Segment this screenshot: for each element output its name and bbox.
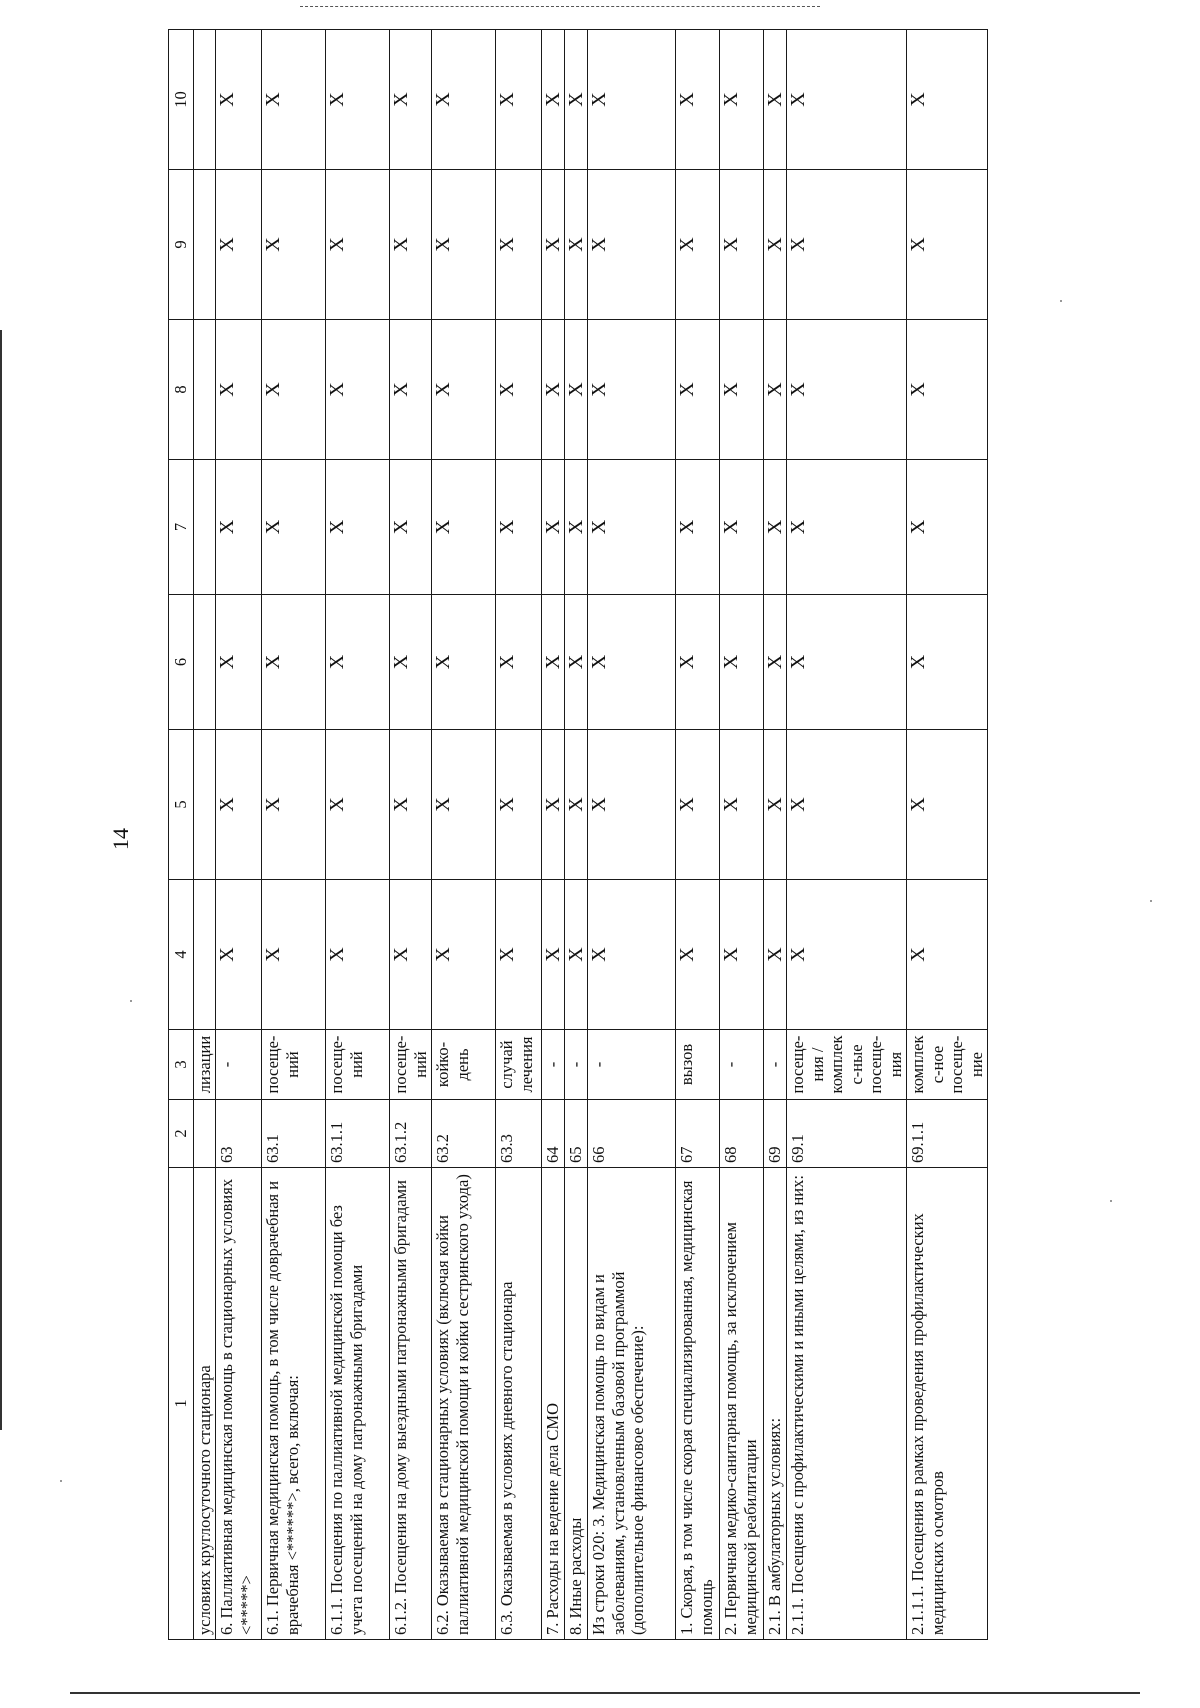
value-cell: X	[216, 880, 262, 1030]
value-cell: X	[787, 170, 907, 320]
row-label: 6.1.1. Посещения по паллиативной медицинской помощи без учета посещений на дому патронажными бригадами	[326, 1168, 390, 1640]
row-unit: лизации	[194, 1030, 216, 1100]
table-row	[764, 30, 787, 1640]
table-row	[542, 30, 565, 1640]
row-unit: -	[542, 1030, 565, 1100]
row-code: 66	[588, 1100, 676, 1168]
value-cell: X	[907, 170, 988, 320]
value-cell: X	[588, 880, 676, 1030]
row-code: 69.1	[787, 1100, 907, 1168]
value-cell: X	[542, 320, 565, 460]
value-cell: X	[907, 595, 988, 730]
value-cell: X	[676, 320, 720, 460]
row-code: 63.2	[432, 1100, 496, 1168]
value-cell: X	[588, 595, 676, 730]
value-cell	[194, 320, 216, 460]
row-unit: случай лечения	[496, 1030, 542, 1100]
table-row	[496, 30, 542, 1640]
value-cell: X	[720, 170, 764, 320]
col-header: 10	[169, 30, 194, 170]
value-cell	[194, 880, 216, 1030]
value-cell: X	[565, 460, 588, 595]
value-cell	[194, 170, 216, 320]
row-unit: -	[565, 1030, 588, 1100]
value-cell: X	[496, 320, 542, 460]
value-cell: X	[720, 730, 764, 880]
value-cell: X	[787, 320, 907, 460]
col-header: 9	[169, 170, 194, 320]
value-cell: X	[496, 30, 542, 170]
row-code: 69.1.1	[907, 1100, 988, 1168]
value-cell: X	[390, 320, 432, 460]
row-label: 6.1.2. Посещения на дому выездными патронажными бригадами	[390, 1168, 432, 1640]
row-label: 6.2. Оказываемая в стационарных условиях (включая койки паллиативной медицинской помощи и койки сестринского ухода)	[432, 1168, 496, 1640]
value-cell: X	[432, 730, 496, 880]
value-cell: X	[676, 595, 720, 730]
value-cell: X	[326, 170, 390, 320]
row-label: 1. Скорая, в том числе скорая специализированная, медицинская помощь	[676, 1168, 720, 1640]
value-cell: X	[262, 30, 326, 170]
value-cell	[194, 595, 216, 730]
table-row	[588, 30, 676, 1640]
value-cell: X	[787, 880, 907, 1030]
value-cell: X	[496, 730, 542, 880]
page-number: 14	[108, 828, 133, 850]
table-row	[432, 30, 496, 1640]
value-cell: X	[787, 30, 907, 170]
col-header: 8	[169, 320, 194, 460]
row-unit: комплекс-ное посеще-ние	[907, 1030, 988, 1100]
row-code: 68	[720, 1100, 764, 1168]
value-cell: X	[216, 460, 262, 595]
value-cell: X	[432, 30, 496, 170]
value-cell: X	[432, 880, 496, 1030]
row-unit: -	[216, 1030, 262, 1100]
row-label: условиях круглосуточного стационара	[194, 1168, 216, 1640]
header-row	[169, 30, 194, 1640]
row-label: Из строки 020: 3. Медицинская помощь по видам и заболеваниям, установленным базовой программой (дополнительное финансовое обеспечение):	[588, 1168, 676, 1640]
value-cell: X	[764, 320, 787, 460]
value-cell: X	[326, 880, 390, 1030]
table-row	[676, 30, 720, 1640]
value-cell: X	[496, 460, 542, 595]
value-cell: X	[676, 30, 720, 170]
value-cell: X	[565, 730, 588, 880]
top-scan-mark	[300, 6, 820, 7]
value-cell: X	[326, 460, 390, 595]
row-label: 6.3. Оказываемая в условиях дневного стационара	[496, 1168, 542, 1640]
value-cell: X	[588, 460, 676, 595]
value-cell: X	[262, 170, 326, 320]
value-cell: X	[216, 170, 262, 320]
row-code: 64	[542, 1100, 565, 1168]
value-cell: X	[262, 320, 326, 460]
value-cell: X	[432, 170, 496, 320]
value-cell: X	[432, 595, 496, 730]
row-label: 7. Расходы на ведение дела СМО	[542, 1168, 565, 1640]
value-cell: X	[432, 320, 496, 460]
row-unit: -	[764, 1030, 787, 1100]
value-cell: X	[588, 30, 676, 170]
bottom-scan-edge	[70, 1692, 1140, 1694]
left-margin-rule	[0, 330, 2, 1430]
value-cell: X	[262, 595, 326, 730]
value-cell: X	[542, 595, 565, 730]
row-code: 65	[565, 1100, 588, 1168]
value-cell: X	[565, 30, 588, 170]
row-code: 63.1.1	[326, 1100, 390, 1168]
value-cell: X	[720, 880, 764, 1030]
value-cell: X	[542, 460, 565, 595]
row-label: 2.1.1. Посещения с профилактическими и иными целями, из них:	[787, 1168, 907, 1640]
table-row	[907, 30, 988, 1640]
row-unit: посеще-ний	[326, 1030, 390, 1100]
value-cell: X	[676, 880, 720, 1030]
value-cell: X	[432, 460, 496, 595]
value-cell: X	[542, 30, 565, 170]
value-cell: X	[216, 595, 262, 730]
row-label: 2. Первичная медико-санитарная помощь, за исключением медицинской реабилитации	[720, 1168, 764, 1640]
value-cell: X	[764, 880, 787, 1030]
value-cell: X	[262, 460, 326, 595]
value-cell: X	[764, 30, 787, 170]
value-cell: X	[390, 730, 432, 880]
value-cell: X	[326, 320, 390, 460]
value-cell: X	[496, 170, 542, 320]
rotated-table-frame	[168, 30, 1076, 1640]
value-cell: X	[764, 595, 787, 730]
table-row	[720, 30, 764, 1640]
value-cell: X	[496, 595, 542, 730]
table-row	[787, 30, 907, 1640]
col-header: 1	[169, 1168, 194, 1640]
value-cell: X	[907, 460, 988, 595]
value-cell: X	[542, 880, 565, 1030]
row-label: 2.1. В амбулаторных условиях:	[764, 1168, 787, 1640]
value-cell: X	[787, 595, 907, 730]
row-code: 69	[764, 1100, 787, 1168]
row-label: 6.1. Первичная медицинская помощь, в том числе доврачебная и врачебная <******>, всего, включая:	[262, 1168, 326, 1640]
row-unit: посеще-ний	[390, 1030, 432, 1100]
value-cell: X	[262, 730, 326, 880]
row-code: 63.1.2	[390, 1100, 432, 1168]
col-header: 3	[169, 1030, 194, 1100]
value-cell: X	[588, 170, 676, 320]
value-cell	[194, 30, 216, 170]
value-cell: X	[720, 460, 764, 595]
value-cell: X	[542, 730, 565, 880]
value-cell: X	[676, 170, 720, 320]
value-cell: X	[720, 30, 764, 170]
table-row	[194, 30, 216, 1640]
value-cell: X	[390, 30, 432, 170]
row-code	[194, 1100, 216, 1168]
value-cell: X	[262, 880, 326, 1030]
table-body	[194, 30, 988, 1640]
row-unit: вызов	[676, 1030, 720, 1100]
value-cell: X	[907, 880, 988, 1030]
value-cell: X	[216, 320, 262, 460]
value-cell: X	[588, 320, 676, 460]
value-cell	[194, 460, 216, 595]
row-label: 8. Иные расходы	[565, 1168, 588, 1640]
value-cell	[194, 730, 216, 880]
col-header: 5	[169, 730, 194, 880]
value-cell: X	[326, 595, 390, 730]
value-cell: X	[907, 730, 988, 880]
row-unit: посеще-ний	[262, 1030, 326, 1100]
row-code: 63	[216, 1100, 262, 1168]
value-cell: X	[787, 730, 907, 880]
col-header: 6	[169, 595, 194, 730]
row-label: 2.1.1.1. Посещения в рамках проведения профилактических медицинских осмотров	[907, 1168, 988, 1640]
col-header: 7	[169, 460, 194, 595]
value-cell: X	[764, 460, 787, 595]
col-header: 4	[169, 880, 194, 1030]
table-row	[262, 30, 326, 1640]
value-cell: X	[720, 595, 764, 730]
col-header: 2	[169, 1100, 194, 1168]
value-cell: X	[326, 30, 390, 170]
row-unit: -	[720, 1030, 764, 1100]
value-cell: X	[542, 170, 565, 320]
value-cell: X	[496, 880, 542, 1030]
table-row	[390, 30, 432, 1640]
value-cell: X	[907, 320, 988, 460]
value-cell: X	[565, 170, 588, 320]
row-unit: койко-день	[432, 1030, 496, 1100]
value-cell: X	[588, 730, 676, 880]
value-cell: X	[764, 170, 787, 320]
value-cell: X	[390, 460, 432, 595]
value-cell: X	[565, 595, 588, 730]
table-row	[216, 30, 262, 1640]
value-cell: X	[390, 170, 432, 320]
value-cell: X	[216, 30, 262, 170]
row-label: 6. Паллиативная медицинская помощь в стационарных условиях <*****>	[216, 1168, 262, 1640]
value-cell: X	[390, 595, 432, 730]
value-cell: X	[787, 460, 907, 595]
row-unit: посеще-ния / комплекс-ные посеще-ния	[787, 1030, 907, 1100]
row-unit: -	[588, 1030, 676, 1100]
value-cell: X	[764, 730, 787, 880]
value-cell: X	[676, 460, 720, 595]
row-code: 67	[676, 1100, 720, 1168]
value-cell: X	[216, 730, 262, 880]
value-cell: X	[390, 880, 432, 1030]
table-row	[565, 30, 588, 1640]
value-cell: X	[720, 320, 764, 460]
row-code: 63.1	[262, 1100, 326, 1168]
value-cell: X	[326, 730, 390, 880]
row-code: 63.3	[496, 1100, 542, 1168]
value-cell: X	[565, 880, 588, 1030]
data-table	[168, 29, 988, 1640]
value-cell: X	[907, 30, 988, 170]
table-row	[326, 30, 390, 1640]
value-cell: X	[676, 730, 720, 880]
value-cell: X	[565, 320, 588, 460]
